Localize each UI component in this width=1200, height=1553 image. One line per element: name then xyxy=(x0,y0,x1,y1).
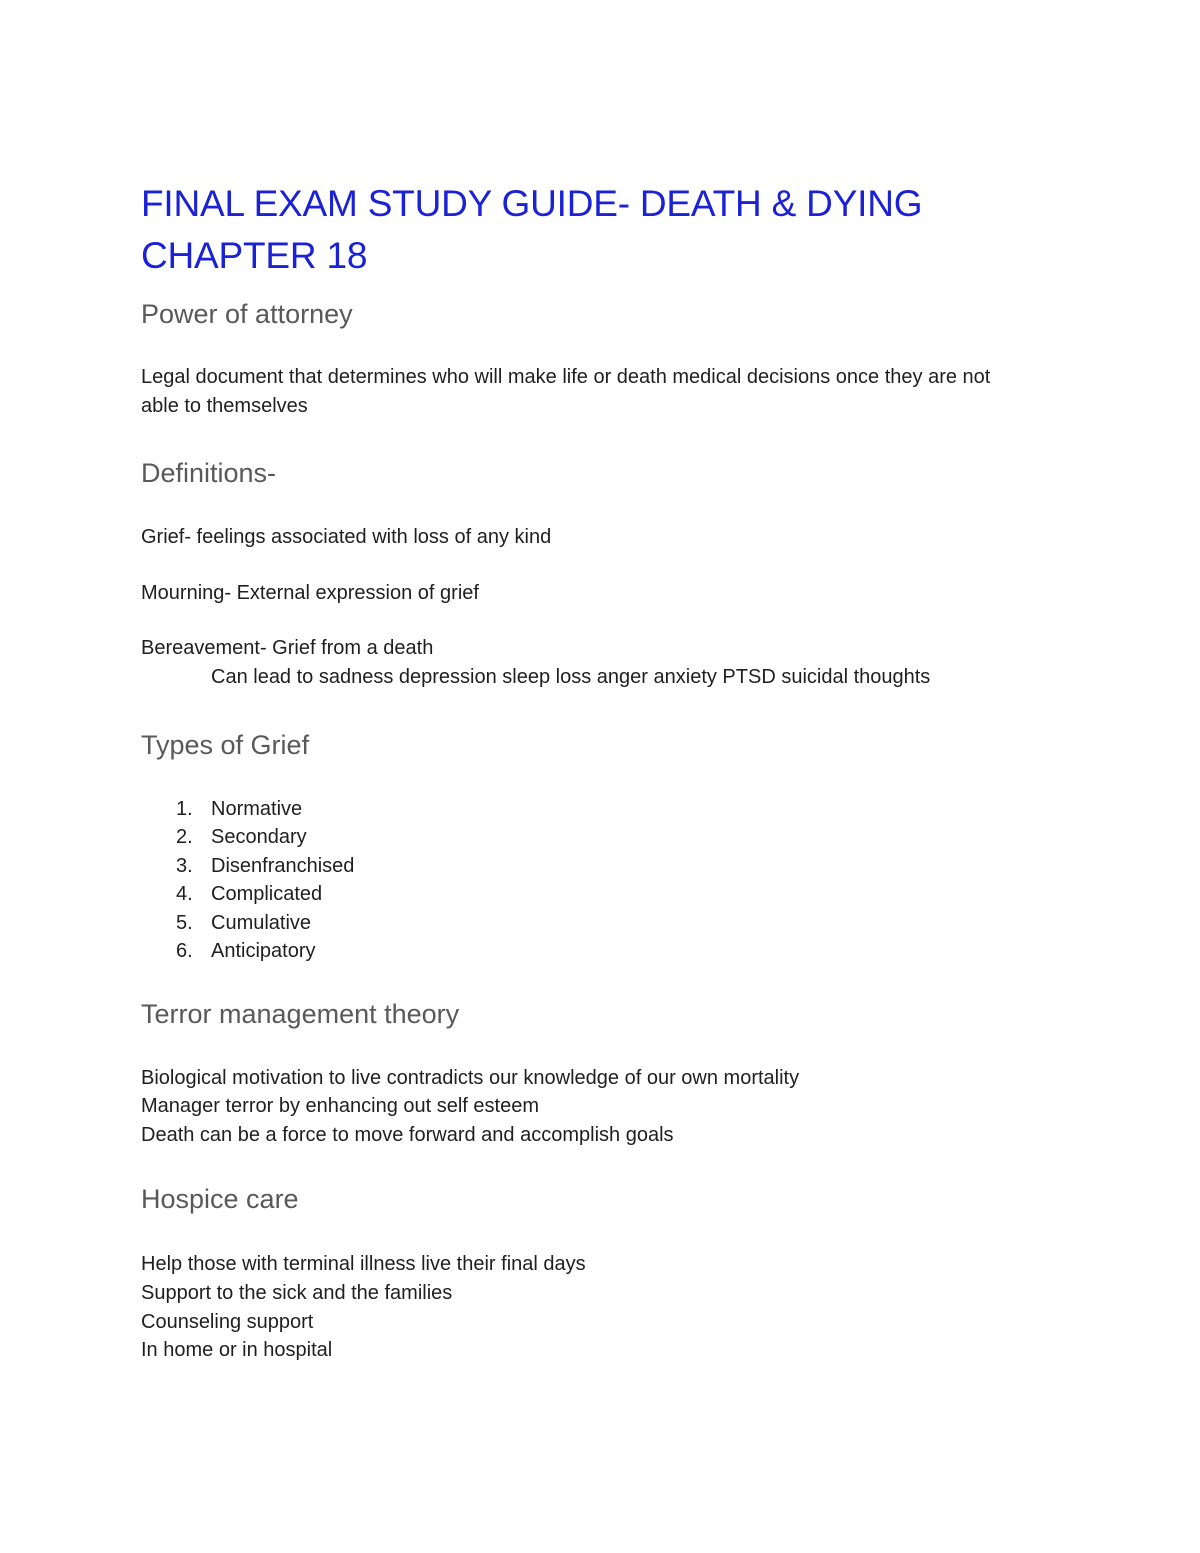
bereavement-line: Bereavement- Grief from a death xyxy=(141,637,434,660)
hospice-care-line-2: Support to the sick and the families xyxy=(141,1281,453,1304)
heading-types-of-grief: Types of Grief xyxy=(141,729,310,760)
list-item xyxy=(141,937,1081,966)
terror-management-line-1: Biological motivation to live contradicts our knowledge of our own mortality xyxy=(141,1066,800,1089)
terror-management-line-3: Death can be a force to move forward and accomplish goals xyxy=(141,1123,674,1146)
power-of-attorney-line-1: Legal document that determines who will make life or death medical decisions once they are not xyxy=(141,366,991,388)
terror-management-line-2: Manager terror by enhancing out self esteem xyxy=(141,1095,539,1118)
definition-mourning: Mourning- External expression of grief xyxy=(141,581,479,604)
hospice-care-text xyxy=(141,1250,1081,1364)
list-item-label: Secondary xyxy=(211,826,307,849)
terror-management-text xyxy=(141,1064,1081,1150)
definition-grief: Grief- feelings associated with loss of any kind xyxy=(141,526,552,549)
power-of-attorney-line-2: able to themselves xyxy=(141,394,308,417)
list-item xyxy=(141,852,1081,881)
document-content xyxy=(141,178,1081,1365)
list-item-label: Anticipatory xyxy=(211,940,316,963)
list-item-label: Disenfranchised xyxy=(211,854,355,877)
power-of-attorney-text xyxy=(141,363,1081,420)
list-item xyxy=(141,823,1081,852)
heading-terror-management-theory: Terror management theory xyxy=(141,998,460,1029)
list-item-number: 3. xyxy=(176,854,193,877)
bereavement-detail: Can lead to sadness depression sleep loss anger anxiety PTSD suicidal thoughts xyxy=(211,665,931,688)
title-line-1: FINAL EXAM STUDY GUIDE- DEATH & DYING xyxy=(141,183,923,224)
definition-bereavement xyxy=(141,634,1081,691)
heading-definitions: Definitions- xyxy=(141,458,277,489)
list-item-number: 6. xyxy=(176,940,193,963)
list-item-number: 4. xyxy=(176,883,193,906)
hospice-care-line-4: In home or in hospital xyxy=(141,1339,333,1362)
list-item xyxy=(141,880,1081,909)
list-item xyxy=(141,909,1081,938)
hospice-care-line-1: Help those with terminal illness live their final days xyxy=(141,1253,586,1276)
heading-hospice-care: Hospice care xyxy=(141,1184,299,1215)
list-item-number: 1. xyxy=(176,797,193,820)
heading-power-of-attorney: Power of attorney xyxy=(141,299,353,329)
types-of-grief-list xyxy=(141,795,1081,966)
document-title xyxy=(141,178,1081,282)
list-item-number: 5. xyxy=(176,911,193,934)
title-line-2: CHAPTER 18 xyxy=(141,235,368,276)
list-item-label: Cumulative xyxy=(211,911,312,934)
list-item-number: 2. xyxy=(176,826,193,849)
list-item xyxy=(141,795,1081,824)
list-item-label: Complicated xyxy=(211,883,323,906)
list-item-label: Normative xyxy=(211,797,303,820)
hospice-care-line-3: Counseling support xyxy=(141,1310,314,1333)
